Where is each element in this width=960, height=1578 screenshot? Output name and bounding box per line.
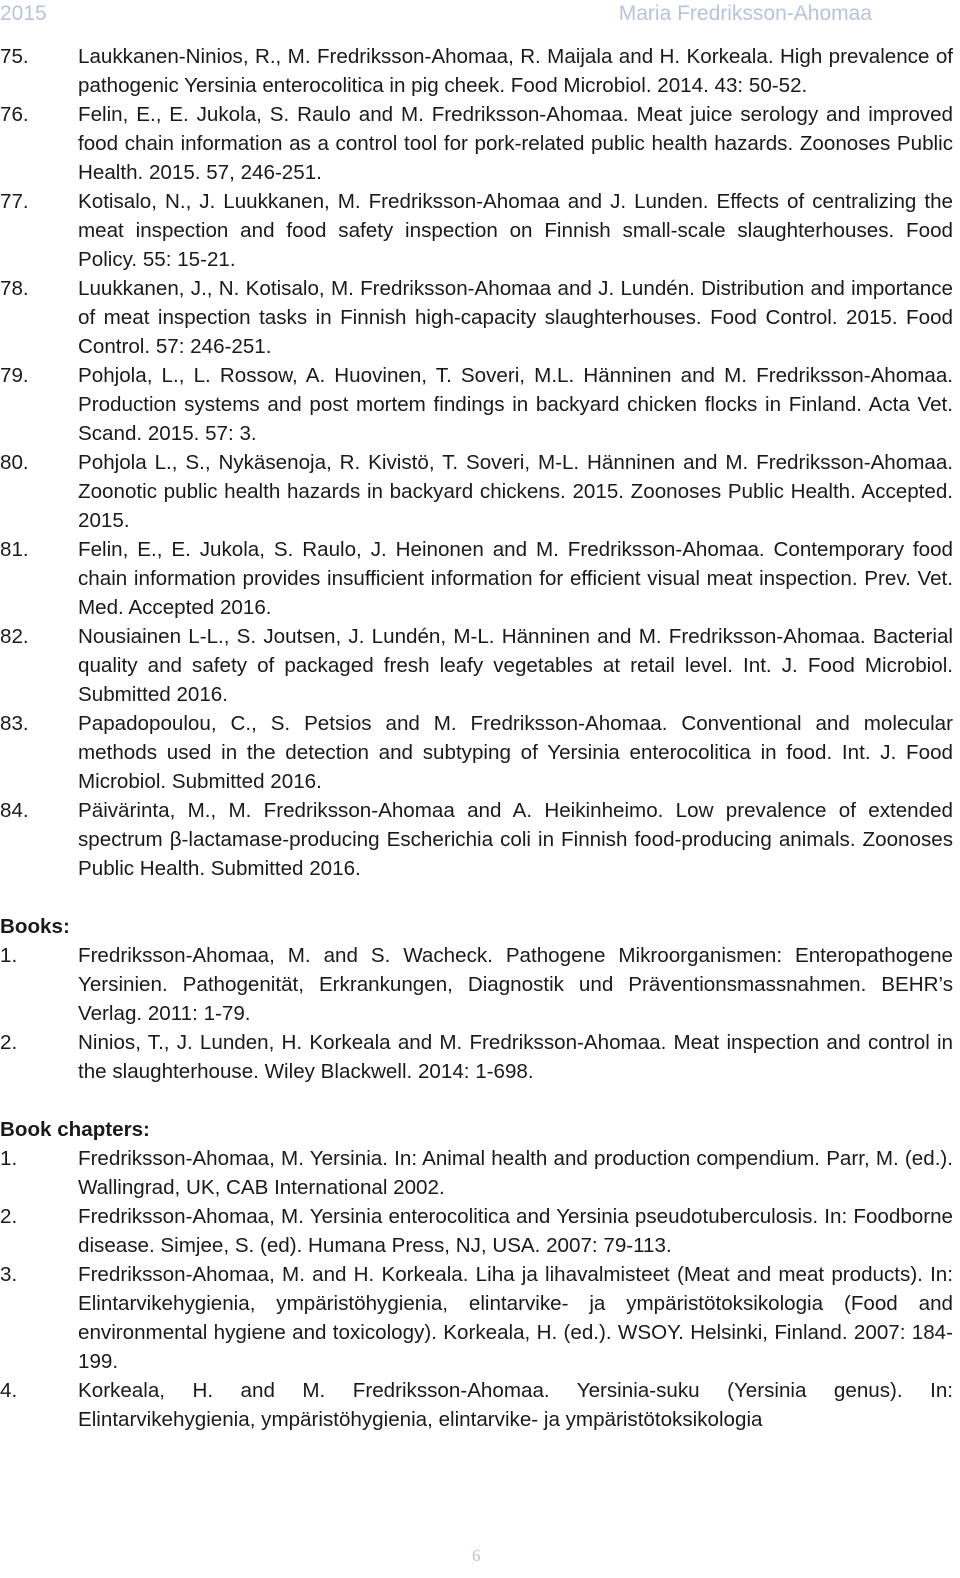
reference-number: 81.	[0, 538, 29, 561]
reference-list	[0, 42, 953, 883]
reference-text: Felin, E., E. Jukola, S. Raulo and M. Fredriksson-Ahomaa. Meat juice serology and improved food chain information as a control tool for pork-related public health hazards. Zoonoses Public Health. 2015. 57, 246-251.	[78, 103, 953, 184]
reference-number: 76.	[0, 103, 29, 126]
reference-number: 75.	[0, 45, 29, 68]
book-text: Fredriksson-Ahomaa, M. and S. Wacheck. Pathogene Mikroorganismen: Enteropathogene Yersinien. Pathogenität, Erkrankungen, Diagnostik und Präventionsmassnahmen. BEHR’s Verlag. 2011: 1-79.	[78, 944, 953, 1025]
book-chapter-item	[0, 1202, 953, 1260]
reference-number: 77.	[0, 190, 29, 213]
reference-text: Kotisalo, N., J. Luukkanen, M. Fredriksson-Ahomaa and J. Lunden. Effects of centralizing the meat inspection and food safety inspection on Finnish small-scale slaughterhouses. Food Policy. 55: 15-21.	[78, 190, 953, 271]
reference-item-80	[0, 448, 953, 535]
reference-number: 78.	[0, 277, 29, 300]
book-chapter-number: 4.	[0, 1379, 18, 1402]
reference-item-82	[0, 622, 953, 709]
book-item	[0, 941, 953, 1028]
book-chapters-heading: Book chapters:	[0, 1118, 150, 1141]
reference-number: 80.	[0, 451, 29, 474]
reference-number: 84.	[0, 799, 29, 822]
reference-text: Nousiainen L-L., S. Joutsen, J. Lundén, M-L. Hänninen and M. Fredriksson-Ahomaa. Bacterial quality and safety of packaged fresh leafy vegetables at retail level. Int. J. Food Microbiol. Submitted 2016.	[78, 625, 953, 706]
book-number: 1.	[0, 944, 18, 967]
book-chapter-text: Korkeala, H. and M. Fredriksson-Ahomaa. Yersinia-suku (Yersinia genus). In: Elintarvikehygienia, ympäristöhygienia, elintarvike- ja ympäristötoksikologia	[78, 1379, 953, 1431]
reference-text: Luukkanen, J., N. Kotisalo, M. Fredriksson-Ahomaa and J. Lundén. Distribution and importance of meat inspection tasks in Finnish high-capacity slaughterhouses. Food Control. 2015. Food Control. 57: 246-251.	[78, 277, 953, 358]
reference-item-83	[0, 709, 953, 796]
document-body	[0, 42, 953, 1434]
books-list	[0, 941, 953, 1086]
reference-item-75	[0, 42, 953, 100]
book-chapter-number: 2.	[0, 1205, 18, 1228]
book-chapter-item	[0, 1376, 953, 1434]
page-number: 6	[472, 1546, 481, 1565]
reference-text: Pohjola L., S., Nykäsenoja, R. Kivistö, T. Soveri, M-L. Hänninen and M. Fredriksson-Ahomaa. Zoonotic public health hazards in backyard chickens. 2015. Zoonoses Public Health. Accepted. 2015.	[78, 451, 953, 532]
reference-item-76	[0, 100, 953, 187]
reference-number: 79.	[0, 364, 29, 387]
book-chapter-number: 3.	[0, 1263, 18, 1286]
book-chapter-text: Fredriksson-Ahomaa, M. Yersinia. In: Animal health and production compendium. Parr, M. (ed.). Wallingrad, UK, CAB International 2002.	[78, 1147, 953, 1199]
reference-text: Päivärinta, M., M. Fredriksson-Ahomaa and A. Heikinheimo. Low prevalence of extended spectrum β-lactamase-producing Escherichia coli in Finnish food-producing animals. Zoonoses Public Health. Submitted 2016.	[78, 799, 953, 880]
book-chapter-text: Fredriksson-Ahomaa, M. and H. Korkeala. Liha ja lihavalmisteet (Meat and meat products). In: Elintarvikehygienia, ympäristöhygienia, elintarvike- ja ympäristötoksikologia (Food and environmental hygiene and toxicology). Korkeala, H. (ed.). WSOY. Helsinki, Finland. 2007: 184-199.	[78, 1263, 953, 1373]
reference-text: Papadopoulou, C., S. Petsios and M. Fredriksson-Ahomaa. Conventional and molecular methods used in the detection and subtyping of Yersinia enterocolitica in food. Int. J. Food Microbiol. Submitted 2016.	[78, 712, 953, 793]
reference-item-84	[0, 796, 953, 883]
reference-number: 83.	[0, 712, 29, 735]
header-author: Maria Fredriksson-Ahomaa	[618, 2, 872, 25]
reference-text: Felin, E., E. Jukola, S. Raulo, J. Heinonen and M. Fredriksson-Ahomaa. Contemporary food chain information provides insufficient information for efficient visual meat inspection. Prev. Vet. Med. Accepted 2016.	[78, 538, 953, 619]
reference-number: 82.	[0, 625, 29, 648]
books-heading: Books:	[0, 915, 70, 938]
reference-item-78	[0, 274, 953, 361]
page-header	[0, 0, 960, 32]
header-year: 2015	[0, 2, 47, 25]
book-chapters-list	[0, 1144, 953, 1434]
book-chapter-item	[0, 1144, 953, 1202]
book-number: 2.	[0, 1031, 18, 1054]
reference-item-77	[0, 187, 953, 274]
book-item	[0, 1028, 953, 1086]
reference-item-81	[0, 535, 953, 622]
book-chapter-item	[0, 1260, 953, 1376]
reference-text: Laukkanen-Ninios, R., M. Fredriksson-Ahomaa, R. Maijala and H. Korkeala. High prevalence of pathogenic Yersinia enterocolitica in pig cheek. Food Microbiol. 2014. 43: 50-52.	[78, 45, 953, 97]
reference-item-79	[0, 361, 953, 448]
book-text: Ninios, T., J. Lunden, H. Korkeala and M. Fredriksson-Ahomaa. Meat inspection and control in the slaughterhouse. Wiley Blackwell. 2014: 1-698.	[78, 1031, 953, 1083]
reference-text: Pohjola, L., L. Rossow, A. Huovinen, T. Soveri, M.L. Hänninen and M. Fredriksson-Ahomaa. Production systems and post mortem findings in backyard chicken flocks in Finland. Acta Vet. Scand. 2015. 57: 3.	[78, 364, 953, 445]
book-chapter-text: Fredriksson-Ahomaa, M. Yersinia enterocolitica and Yersinia pseudotuberculosis. In: Foodborne disease. Simjee, S. (ed). Humana Press, NJ, USA. 2007: 79-113.	[78, 1205, 953, 1257]
book-chapter-number: 1.	[0, 1147, 18, 1170]
